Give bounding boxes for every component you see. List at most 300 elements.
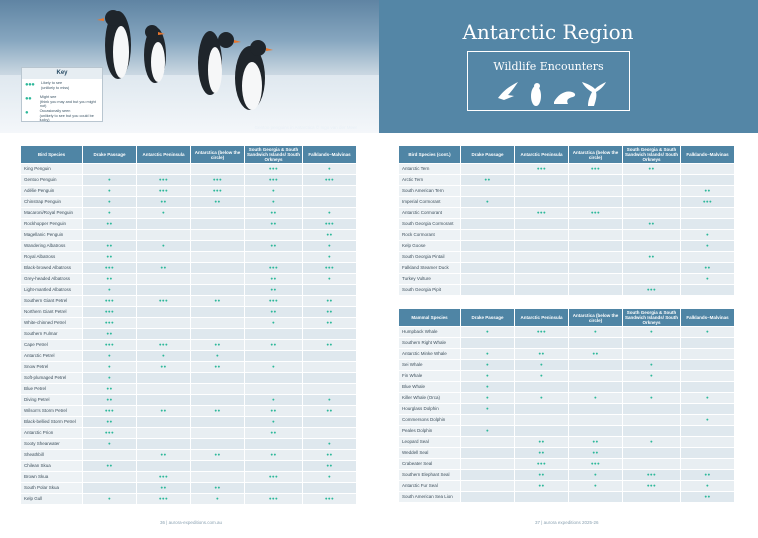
sighting-dots <box>191 472 245 483</box>
species-name: Grey-headed Albatross <box>21 274 83 285</box>
table-row <box>399 186 735 197</box>
sighting-dots: ● <box>569 481 623 492</box>
sighting-dots <box>245 329 303 340</box>
sighting-dots <box>137 252 191 263</box>
key-row-might <box>22 93 102 107</box>
sighting-dots <box>191 252 245 263</box>
table-row <box>399 197 735 208</box>
species-name: Kelp Gull <box>21 494 83 505</box>
sighting-dots: ● <box>681 327 735 338</box>
sighting-dots <box>515 338 569 349</box>
sighting-dots <box>681 219 735 230</box>
footer-left: 36 | aurora-expeditions.com.au <box>160 520 222 525</box>
table-row <box>21 230 357 241</box>
sighting-dots <box>461 241 515 252</box>
sighting-dots <box>461 492 515 503</box>
sighting-dots <box>515 263 569 274</box>
sighting-dots <box>83 164 137 175</box>
bird-species-cont-table <box>398 145 735 296</box>
sighting-dots <box>569 382 623 393</box>
table-row <box>21 263 357 274</box>
sighting-dots <box>137 230 191 241</box>
species-name: White-chinned Petrel <box>21 318 83 329</box>
sighting-dots <box>303 428 357 439</box>
sighting-dots <box>569 285 623 296</box>
sighting-dots <box>191 307 245 318</box>
sighting-dots <box>191 219 245 230</box>
sighting-dots: ●●● <box>569 164 623 175</box>
sighting-dots: ●● <box>191 483 245 494</box>
sighting-dots: ●● <box>83 274 137 285</box>
key-sublabel: (think you may and but you might not) <box>39 99 96 108</box>
sighting-dots: ●●● <box>137 186 191 197</box>
table-row <box>21 417 357 428</box>
table-row <box>21 318 357 329</box>
species-name: Antarctic Fur Seal <box>399 481 461 492</box>
sighting-dots: ●● <box>245 285 303 296</box>
sighting-dots: ●● <box>303 307 357 318</box>
table-row <box>21 373 357 384</box>
sighting-dots <box>569 241 623 252</box>
sighting-dots <box>681 404 735 415</box>
sighting-dots: ●● <box>137 362 191 373</box>
table-row <box>399 208 735 219</box>
table-row <box>21 307 357 318</box>
sighting-dots <box>623 186 681 197</box>
sighting-dots: ●● <box>191 406 245 417</box>
sighting-dots <box>303 417 357 428</box>
species-name: Imperial Cormorant <box>399 197 461 208</box>
species-name: South Polar Skua <box>21 483 83 494</box>
sighting-dots: ●●● <box>83 307 137 318</box>
table-row <box>21 285 357 296</box>
sighting-dots <box>461 219 515 230</box>
sighting-dots <box>623 448 681 459</box>
sighting-dots <box>245 351 303 362</box>
col-header-falklands: Falklands–Malvinas <box>303 146 357 164</box>
sighting-dots <box>623 338 681 349</box>
table-row <box>399 492 735 503</box>
species-name: Weddell Seal <box>399 448 461 459</box>
table-row <box>21 340 357 351</box>
sighting-dots: ●●● <box>623 285 681 296</box>
table-row <box>399 349 735 360</box>
sighting-dots: ●●● <box>303 175 357 186</box>
sighting-dots <box>461 459 515 470</box>
species-name: Chilean Skua <box>21 461 83 472</box>
sighting-dots: ● <box>623 393 681 404</box>
sighting-dots <box>461 230 515 241</box>
sighting-dots: ●● <box>245 219 303 230</box>
sighting-dots <box>515 426 569 437</box>
species-name: Commersons Dolphin <box>399 415 461 426</box>
sighting-dots: ● <box>515 393 569 404</box>
sighting-dots <box>569 371 623 382</box>
sighting-dots: ● <box>623 437 681 448</box>
sighting-dots: ● <box>681 274 735 285</box>
sighting-dots: ● <box>137 351 191 362</box>
sighting-dots: ●● <box>245 241 303 252</box>
sighting-dots <box>515 175 569 186</box>
species-name: Blue Whale <box>399 382 461 393</box>
species-name: Blue Petrel <box>21 384 83 395</box>
sighting-dots: ●●● <box>137 494 191 505</box>
col-header-falklands: Falklands–Malvinas <box>681 146 735 164</box>
sighting-dots: ● <box>83 175 137 186</box>
sighting-dots <box>191 417 245 428</box>
sighting-dots <box>623 175 681 186</box>
col-header-antarctica: Antarctica (below the circle) <box>191 146 245 164</box>
sighting-dots: ●● <box>83 252 137 263</box>
sighting-dots <box>681 448 735 459</box>
sighting-dots: ●● <box>623 252 681 263</box>
species-name: King Penguin <box>21 164 83 175</box>
table-row <box>21 450 357 461</box>
species-name: Rock Cormorant <box>399 230 461 241</box>
sighting-dots: ● <box>245 318 303 329</box>
seal-icon <box>554 91 575 104</box>
table-row <box>21 197 357 208</box>
sighting-dots: ● <box>461 426 515 437</box>
sighting-dots <box>569 492 623 503</box>
sighting-dots: ●● <box>515 448 569 459</box>
sighting-dots: ●● <box>515 470 569 481</box>
key-dots-three: ●●● <box>25 82 35 88</box>
sighting-dots: ●●● <box>623 470 681 481</box>
sighting-dots: ●● <box>303 296 357 307</box>
sighting-dots: ●● <box>137 406 191 417</box>
sighting-dots: ● <box>137 208 191 219</box>
table-row <box>21 406 357 417</box>
key-sublabel: (unlikely to miss) <box>41 85 70 90</box>
sighting-dots <box>623 382 681 393</box>
species-name: Snow Petrel <box>21 362 83 373</box>
sighting-dots: ●● <box>681 263 735 274</box>
table-row <box>21 274 357 285</box>
sighting-dots: ●●● <box>245 296 303 307</box>
sighting-dots: ● <box>83 373 137 384</box>
col-header-drake: Drake Passage <box>461 146 515 164</box>
sighting-dots: ●● <box>83 417 137 428</box>
sighting-dots <box>245 461 303 472</box>
sighting-dots <box>623 415 681 426</box>
sighting-dots <box>137 285 191 296</box>
sighting-dots <box>303 362 357 373</box>
sighting-dots: ● <box>303 274 357 285</box>
sighting-dots <box>303 483 357 494</box>
sighting-dots <box>681 382 735 393</box>
sighting-dots: ● <box>303 472 357 483</box>
sighting-dots: ● <box>303 252 357 263</box>
col-header-species: Bird Species <box>21 146 83 164</box>
sighting-dots: ●● <box>245 428 303 439</box>
sighting-dots <box>569 274 623 285</box>
sighting-dots <box>137 439 191 450</box>
sighting-dots: ● <box>303 395 357 406</box>
table-row <box>399 393 735 404</box>
sighting-dots <box>681 437 735 448</box>
sighting-dots <box>191 461 245 472</box>
col-header-species: Bird Species (cont.) <box>399 146 461 164</box>
sighting-dots: ●● <box>83 384 137 395</box>
sighting-dots: ●● <box>569 448 623 459</box>
species-name: Antarctic Minke Whale <box>399 349 461 360</box>
sighting-dots: ●● <box>569 437 623 448</box>
sighting-dots <box>569 426 623 437</box>
col-header-drake: Drake Passage <box>83 146 137 164</box>
sighting-dots: ●● <box>137 450 191 461</box>
sighting-dots: ● <box>461 382 515 393</box>
sighting-dots <box>191 395 245 406</box>
sighting-dots <box>515 197 569 208</box>
col-header-antarctica: Antarctica (below the circle) <box>569 146 623 164</box>
sighting-dots <box>681 252 735 263</box>
table-row <box>21 428 357 439</box>
table-row <box>21 384 357 395</box>
sighting-dots: ●● <box>245 307 303 318</box>
species-name: Magellanic Penguin <box>21 230 83 241</box>
sighting-dots <box>569 360 623 371</box>
species-name: Peales Dolphin <box>399 426 461 437</box>
sighting-dots: ●● <box>303 318 357 329</box>
sighting-dots <box>83 472 137 483</box>
table-row <box>399 175 735 186</box>
sighting-dots: ● <box>461 197 515 208</box>
key-legend <box>21 67 103 122</box>
sighting-dots: ●● <box>245 274 303 285</box>
sighting-dots: ● <box>83 186 137 197</box>
table-row <box>399 459 735 470</box>
sighting-dots: ● <box>137 241 191 252</box>
sighting-dots: ●●● <box>245 472 303 483</box>
species-name: Crabeater Seal <box>399 459 461 470</box>
species-name: Wilson's Storm Petrel <box>21 406 83 417</box>
key-label: Occasionally seen <box>39 109 71 113</box>
sighting-dots: ●● <box>461 175 515 186</box>
sighting-dots: ● <box>569 470 623 481</box>
sighting-dots <box>245 384 303 395</box>
col-header-antarctica: Antarctica (below the circle) <box>569 309 623 327</box>
sighting-dots: ●● <box>137 483 191 494</box>
sighting-dots: ●●● <box>191 186 245 197</box>
sighting-dots <box>191 263 245 274</box>
sighting-dots <box>137 329 191 340</box>
table-row <box>21 439 357 450</box>
sighting-dots <box>303 186 357 197</box>
col-header-drake: Drake Passage <box>461 309 515 327</box>
sighting-dots <box>461 285 515 296</box>
col-header-peninsula: Antarctic Peninsula <box>515 309 569 327</box>
animal-icons <box>496 80 606 108</box>
sighting-dots <box>137 307 191 318</box>
sighting-dots <box>681 360 735 371</box>
sighting-dots: ●● <box>681 492 735 503</box>
sighting-dots <box>137 417 191 428</box>
sighting-dots <box>191 208 245 219</box>
table-row <box>399 360 735 371</box>
sighting-dots: ● <box>245 362 303 373</box>
table-row <box>399 404 735 415</box>
sighting-dots <box>245 439 303 450</box>
sighting-dots <box>515 219 569 230</box>
sighting-dots <box>191 329 245 340</box>
sighting-dots <box>461 252 515 263</box>
sighting-dots <box>137 395 191 406</box>
table-row <box>21 296 357 307</box>
key-dots-two: ●● <box>25 96 32 102</box>
footer-right: 37 | aurora expeditions 2025-26 <box>535 520 599 525</box>
bird-species-table <box>20 145 357 505</box>
sighting-dots <box>681 338 735 349</box>
sighting-dots <box>623 230 681 241</box>
table-row <box>399 448 735 459</box>
sighting-dots: ● <box>191 351 245 362</box>
species-name: Brown Skua <box>21 472 83 483</box>
sighting-dots <box>681 208 735 219</box>
species-name: Antarctic Petrel <box>21 351 83 362</box>
sighting-dots: ●● <box>303 406 357 417</box>
table-row <box>399 241 735 252</box>
sighting-dots: ● <box>303 208 357 219</box>
sighting-dots: ● <box>245 417 303 428</box>
sighting-dots: ●● <box>83 241 137 252</box>
table-row <box>399 164 735 175</box>
sighting-dots: ● <box>461 404 515 415</box>
sighting-dots: ●●● <box>245 494 303 505</box>
sighting-dots <box>515 285 569 296</box>
sighting-dots: ● <box>245 395 303 406</box>
sighting-dots <box>461 448 515 459</box>
sighting-dots: ●●● <box>515 164 569 175</box>
sighting-dots: ● <box>303 164 357 175</box>
sighting-dots: ●●● <box>137 472 191 483</box>
sighting-dots <box>681 164 735 175</box>
species-name: South American Sea Lion <box>399 492 461 503</box>
sighting-dots <box>137 164 191 175</box>
species-name: Turkey Vulture <box>399 274 461 285</box>
sighting-dots <box>515 274 569 285</box>
col-header-south-georgia: South Georgia & South Sandwich Islands/ South Orkneys <box>245 146 303 164</box>
table-row <box>21 208 357 219</box>
sighting-dots: ●● <box>623 219 681 230</box>
species-name: Northern Giant Petrel <box>21 307 83 318</box>
sighting-dots <box>515 241 569 252</box>
species-name: Southern Elephant Seal <box>399 470 461 481</box>
sighting-dots <box>83 230 137 241</box>
sighting-dots: ● <box>569 393 623 404</box>
species-name: Falkland Steamer Duck <box>399 263 461 274</box>
sighting-dots <box>569 219 623 230</box>
species-name: Royal Albatross <box>21 252 83 263</box>
sighting-dots: ● <box>569 327 623 338</box>
sighting-dots: ●●● <box>137 340 191 351</box>
sighting-dots: ●●● <box>515 459 569 470</box>
sighting-dots <box>461 186 515 197</box>
species-name: South Georgia Cormorant <box>399 219 461 230</box>
species-name: Southern Fulmar <box>21 329 83 340</box>
table-row <box>21 175 357 186</box>
sighting-dots: ●● <box>681 186 735 197</box>
species-name: Fin Whale <box>399 371 461 382</box>
col-header-south-georgia: South Georgia & South Sandwich Islands/ South Orkneys <box>623 146 681 164</box>
sighting-dots: ●● <box>83 329 137 340</box>
sighting-dots: ●● <box>191 197 245 208</box>
species-name: Soft-plumaged Petrel <box>21 373 83 384</box>
sighting-dots: ● <box>461 349 515 360</box>
sighting-dots: ●● <box>681 470 735 481</box>
species-name: Black-bellied Storm Petrel <box>21 417 83 428</box>
sighting-dots: ●●● <box>83 406 137 417</box>
sighting-dots <box>623 197 681 208</box>
species-name: Leopard Seal <box>399 437 461 448</box>
table-row <box>399 371 735 382</box>
sighting-dots: ●●● <box>569 459 623 470</box>
sighting-dots <box>303 285 357 296</box>
table-row <box>399 382 735 393</box>
col-header-south-georgia: South Georgia & South Sandwich Islands/ South Orkneys <box>623 309 681 327</box>
sighting-dots <box>461 481 515 492</box>
sighting-dots: ●●● <box>83 318 137 329</box>
species-name: Macaroni/Royal Penguin <box>21 208 83 219</box>
sighting-dots: ●● <box>623 164 681 175</box>
sighting-dots: ●●● <box>515 327 569 338</box>
sighting-dots: ● <box>303 439 357 450</box>
mammal-species-table <box>398 308 735 503</box>
sighting-dots: ●●● <box>83 340 137 351</box>
species-name: Antarctic Cormorant <box>399 208 461 219</box>
sighting-dots: ●●● <box>681 197 735 208</box>
sighting-dots <box>515 404 569 415</box>
sighting-dots <box>303 384 357 395</box>
col-header-species: Mammal Species <box>399 309 461 327</box>
species-name: South Georgia Pintail <box>399 252 461 263</box>
sighting-dots: ●● <box>303 340 357 351</box>
sighting-dots <box>569 230 623 241</box>
sighting-dots <box>515 382 569 393</box>
sighting-dots <box>303 197 357 208</box>
sighting-dots <box>681 426 735 437</box>
species-name: Chinstrap Penguin <box>21 197 83 208</box>
sighting-dots <box>515 186 569 197</box>
sighting-dots: ●● <box>191 296 245 307</box>
species-name: Kelp Goose <box>399 241 461 252</box>
species-name: Light-mantled Albatross <box>21 285 83 296</box>
bird-icon <box>498 82 518 100</box>
page-title: Antarctic Region <box>462 20 634 44</box>
sighting-dots: ● <box>461 360 515 371</box>
sighting-dots: ● <box>83 208 137 219</box>
sighting-dots <box>681 285 735 296</box>
sighting-dots <box>515 415 569 426</box>
sighting-dots <box>623 459 681 470</box>
sighting-dots: ●●● <box>303 219 357 230</box>
sighting-dots <box>623 241 681 252</box>
sighting-dots <box>623 349 681 360</box>
sighting-dots <box>245 483 303 494</box>
sighting-dots <box>245 252 303 263</box>
sighting-dots: ●● <box>245 340 303 351</box>
sighting-dots <box>681 175 735 186</box>
sighting-dots: ● <box>83 439 137 450</box>
sighting-dots <box>461 274 515 285</box>
sighting-dots <box>515 230 569 241</box>
sighting-dots <box>191 318 245 329</box>
table-row <box>399 415 735 426</box>
sighting-dots <box>303 373 357 384</box>
key-label: Likely to see <box>41 81 63 85</box>
sighting-dots <box>569 252 623 263</box>
sighting-dots: ● <box>83 351 137 362</box>
